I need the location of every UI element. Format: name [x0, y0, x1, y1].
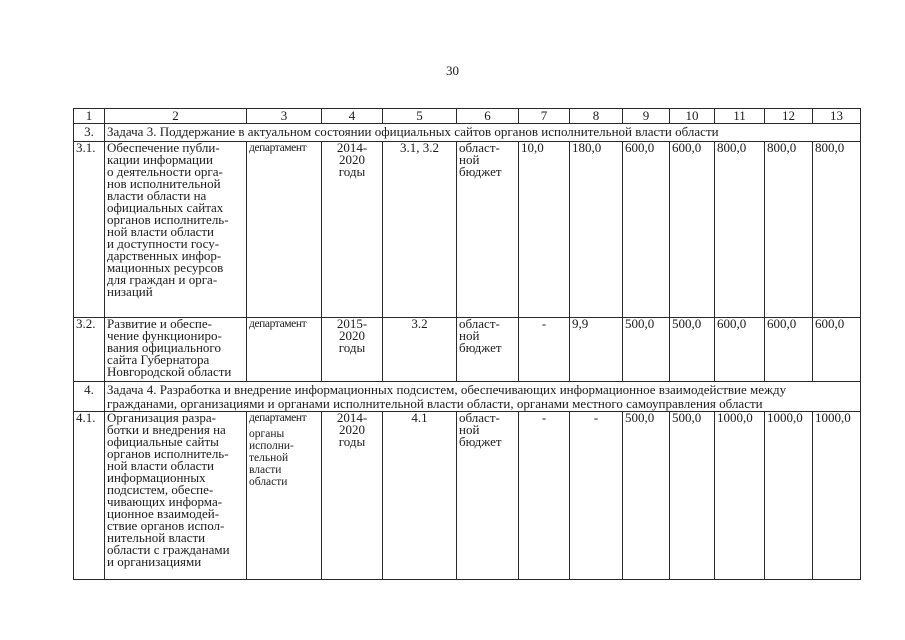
value-col-12: 600,0 — [765, 318, 813, 382]
co-executor: органы исполни- тельной власти области — [249, 428, 294, 488]
row-number: 4.1. — [74, 412, 105, 580]
value-col-13: 600,0 — [813, 318, 861, 382]
executor-cell — [247, 412, 322, 580]
task-number: 4. — [74, 382, 105, 412]
table-row — [74, 142, 861, 318]
executor-cell — [247, 318, 322, 382]
header-cell: 1 — [74, 109, 105, 124]
value-col-13: 800,0 — [813, 142, 861, 318]
funding-source: област- ной бюджет — [457, 412, 519, 580]
value-col-9: 500,0 — [623, 318, 670, 382]
value-col-8: 180,0 — [570, 142, 623, 318]
value-col-7: 10,0 — [519, 142, 570, 318]
row-number: 3.1. — [74, 142, 105, 318]
executor: департамент — [249, 142, 307, 154]
executor: департамент — [249, 412, 307, 424]
value-col-11: 800,0 — [715, 142, 765, 318]
table-row — [74, 318, 861, 382]
funding-source: област- ной бюджет — [457, 142, 519, 318]
row-number: 3.2. — [74, 318, 105, 382]
target-indicators: 3.2 — [383, 318, 457, 382]
header-cell: 4 — [322, 109, 383, 124]
task-title: Задача 3. Поддержание в актуальном состоянии официальных сайтов органов исполнительной власти области — [105, 124, 861, 142]
header-cell: 10 — [670, 109, 715, 124]
target-indicators: 3.1, 3.2 — [383, 142, 457, 318]
task-number: 3. — [74, 124, 105, 142]
value-col-12: 1000,0 — [765, 412, 813, 580]
header-cell: 6 — [457, 109, 519, 124]
value-col-7: - — [519, 412, 570, 580]
header-cell: 13 — [813, 109, 861, 124]
activity-name: Обеспечение публи- кации информации о деятельности орга- нов исполнительной власти области на официальных сайтах органов исполнитель- ной власти области и доступности госу- дарственных инфор- мационных ресурсов для граждан и орга- низаций — [105, 142, 247, 318]
value-col-7: - — [519, 318, 570, 382]
header-row — [74, 109, 861, 124]
activity-name: Организация разра- ботки и внедрения на официальные сайты органов исполнитель- ной власти области информационных подсистем, обеспе- чивающих информа- ционное взаимодей- ствие органов испол- нительной власти области с гражданами и организациями — [105, 412, 247, 580]
executor: департамент — [249, 318, 307, 330]
funding-source: област- ной бюджет — [457, 318, 519, 382]
value-col-11: 600,0 — [715, 318, 765, 382]
value-col-8: - — [570, 412, 623, 580]
value-col-10: 500,0 — [670, 412, 715, 580]
period: 2014- 2020 годы — [322, 412, 383, 580]
value-col-8: 9,9 — [570, 318, 623, 382]
value-col-11: 1000,0 — [715, 412, 765, 580]
program-table — [73, 108, 861, 580]
header-cell: 3 — [247, 109, 322, 124]
task-row — [74, 382, 861, 412]
header-cell: 9 — [623, 109, 670, 124]
table-row — [74, 412, 861, 580]
header-cell: 7 — [519, 109, 570, 124]
header-cell: 11 — [715, 109, 765, 124]
value-col-12: 800,0 — [765, 142, 813, 318]
value-col-10: 600,0 — [670, 142, 715, 318]
period: 2015- 2020 годы — [322, 318, 383, 382]
header-cell: 8 — [570, 109, 623, 124]
task-title: Задача 4. Разработка и внедрение информационных подсистем, обеспечивающих информационное взаимодействие между гражданами, организациями и органами исполнительной власти области, органами местного самоуправления области — [105, 382, 861, 412]
page-number: 30 — [446, 63, 459, 78]
header-cell: 12 — [765, 109, 813, 124]
executor-cell — [247, 142, 322, 318]
value-col-13: 1000,0 — [813, 412, 861, 580]
value-col-10: 500,0 — [670, 318, 715, 382]
header-cell: 5 — [383, 109, 457, 124]
period: 2014- 2020 годы — [322, 142, 383, 318]
activity-name: Развитие и обеспе- чение функциониро- вания официального сайта Губернатора Новгородской области — [105, 318, 247, 382]
header-cell: 2 — [105, 109, 247, 124]
target-indicators: 4.1 — [383, 412, 457, 580]
value-col-9: 500,0 — [623, 412, 670, 580]
task-row — [74, 124, 861, 142]
value-col-9: 600,0 — [623, 142, 670, 318]
